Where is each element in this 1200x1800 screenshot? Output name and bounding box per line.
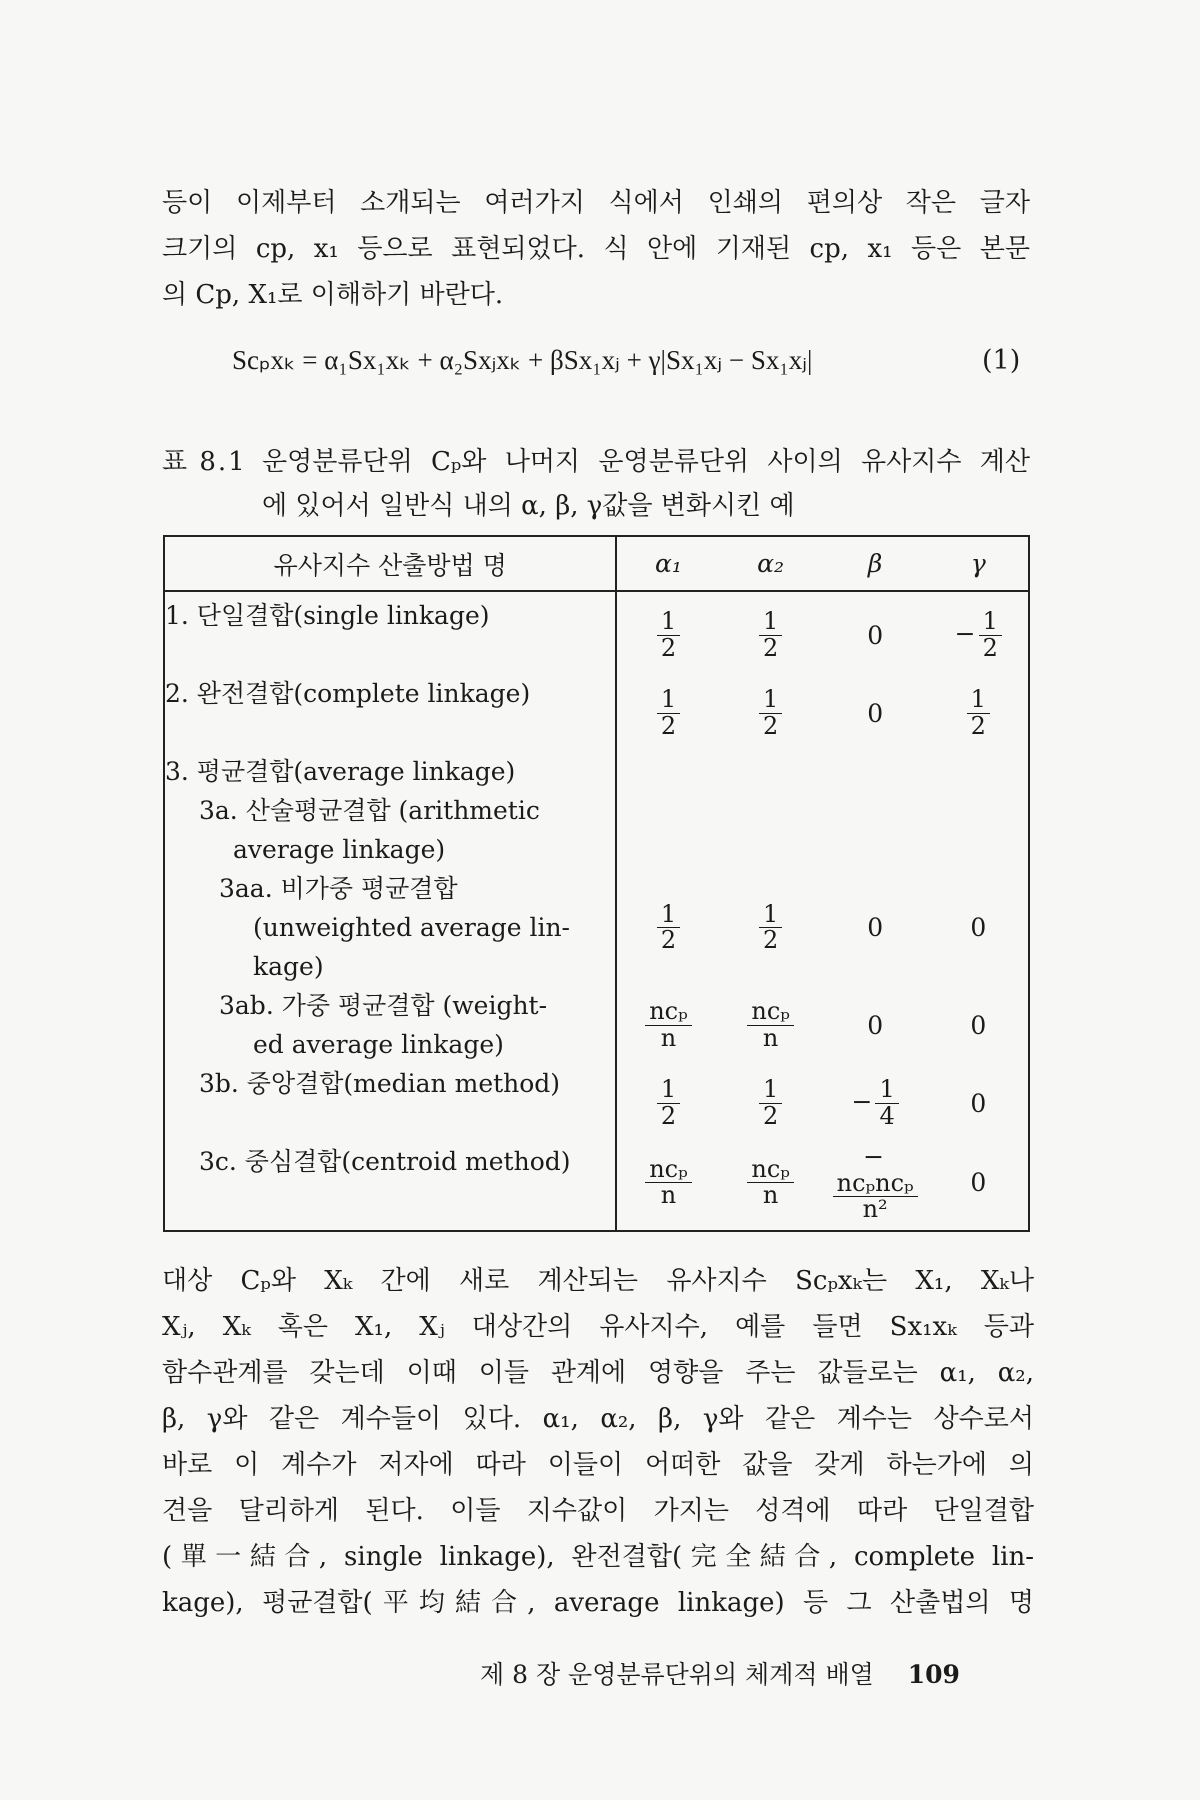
table-row (164, 869, 1029, 986)
gamma-cell: − $\frac{1}{2}$ (929, 591, 1029, 674)
header-gamma: γ (929, 536, 1029, 591)
beta-cell: − $\frac{1}{4}$ (822, 1064, 929, 1142)
table-header-row (164, 536, 1029, 591)
body-line: 견을 달리하게 된다. 이들 지수값이 가지는 성격에 따라 단일결합 (162, 1496, 1034, 1526)
caption-line-2: 에 있어서 일반식 내의 α, β, γ값을 변화시킨 예 (262, 491, 795, 521)
running-head: 제 8 장 운영분류단위의 체계적 배열 (480, 1660, 874, 1689)
equation-formula: Scₚxₖ = α₁Sx₁xₖ + α₂Sxⱼxₖ + βSx₁xⱼ + γ|Sx₁xⱼ − Sx₁xⱼ| (232, 345, 813, 375)
beta-cell: 0 (867, 913, 884, 942)
gamma-cell: 0 (970, 1167, 987, 1197)
intro-paragraph (162, 180, 1030, 318)
equation-number: (1) (982, 345, 1021, 376)
page-footer (480, 1655, 960, 1691)
alpha1-cell: $\frac{\text{ncₚ}}{n}$ (616, 986, 719, 1064)
body-line: Xⱼ, Xₖ 혹은 X₁, Xⱼ 대상간의 유사지수, 예를 들면 Sx₁xₖ 등과 (162, 1312, 1034, 1342)
method-unweighted-average: 3aa. 비가중 평균결합 (unweighted average lin- kage) (164, 869, 616, 986)
alpha1-cell: $\frac{\text{ncₚ}}{n}$ (616, 1142, 719, 1231)
header-method: 유사지수 산출방법 명 (164, 536, 616, 591)
alpha2-cell: $\frac{1}{2}$ (720, 591, 822, 674)
alpha2-cell: $\frac{\text{ncₚ}}{n}$ (720, 986, 822, 1064)
body-paragraph (162, 1258, 1034, 1626)
beta-cell: − $\frac{\text{ncₚncₚ}}{\text{n²}}$ (822, 1142, 929, 1231)
table-row (164, 674, 1029, 752)
beta-cell: 0 (867, 698, 884, 728)
method-centroid: 3c. 중심결합(centroid method) (164, 1142, 616, 1231)
coefficient-table (163, 535, 1030, 1232)
gamma-cell: $\frac{1}{2}$ (929, 674, 1029, 752)
body-line: β, γ와 같은 계수들이 있다. α₁, α₂, β, γ와 같은 계수는 상수로서 (162, 1404, 1034, 1434)
intro-line: 의 Cp, X₁로 이해하기 바란다. (162, 280, 504, 310)
method-average-linkage: 3. 평균결합(average linkage) (164, 752, 616, 791)
gamma-cell: 0 (970, 1010, 987, 1040)
alpha2-cell: $\frac{1}{2}$ (720, 869, 822, 986)
method-weighted-average: 3ab. 가중 평균결합 (weight- ed average linkage) (164, 986, 616, 1064)
body-line: kage), 평균결합(平均結合, average linkage) 등 그 산출법의 명 (162, 1588, 1034, 1618)
beta-cell: 0 (867, 620, 884, 650)
alpha1-cell: $\frac{1}{2}$ (616, 674, 719, 752)
body-line: 대상 Cₚ와 Xₖ 간에 새로 계산되는 유사지수 Scₚxₖ는 X₁, Xₖ나 (162, 1266, 1034, 1296)
body-line: 바로 이 계수가 저자에 따라 이들이 어떠한 값을 갖게 하는가에 의 (162, 1450, 1034, 1480)
method-median: 3b. 중앙결합(median method) (164, 1064, 616, 1142)
table-row (164, 591, 1029, 674)
alpha2-cell: $\frac{1}{2}$ (720, 1064, 822, 1142)
table-caption (162, 440, 1030, 528)
alpha1-cell: $\frac{1}{2}$ (616, 591, 719, 674)
table-number: 표 8.1 (162, 447, 247, 477)
table-row (164, 1064, 1029, 1142)
gamma-cell: 0 (970, 913, 987, 942)
table-row (164, 986, 1029, 1064)
alpha1-cell: $\frac{1}{2}$ (616, 1064, 719, 1142)
intro-line: 등이 이제부터 소개되는 여러가지 식에서 인쇄의 편의상 작은 글자 (162, 188, 1030, 218)
alpha1-cell: $\frac{1}{2}$ (616, 869, 719, 986)
body-line: 함수관계를 갖는데 이때 이들 관계에 영향을 주는 값들로는 α₁, α₂, (162, 1358, 1034, 1388)
method-arithmetic-average: 3a. 산술평균결합 (arithmetic average linkage) (164, 791, 616, 869)
method-complete-linkage: 2. 완전결합(complete linkage) (164, 674, 616, 752)
alpha2-cell: $\frac{1}{2}$ (720, 674, 822, 752)
header-beta: β (822, 536, 929, 591)
gamma-cell: 0 (970, 1088, 987, 1118)
alpha2-cell: $\frac{\text{ncₚ}}{n}$ (720, 1142, 822, 1231)
header-alpha1: α₁ (616, 536, 719, 591)
table-row (164, 791, 1029, 869)
method-single-linkage: 1. 단일결합(single linkage) (164, 591, 616, 674)
body-line: (單一結合, single linkage), 완전결합(完全結合, complete lin- (162, 1542, 1034, 1572)
equation-1 (0, 345, 1200, 393)
intro-line: 크기의 cp, x₁ 등으로 표현되었다. 식 안에 기재된 cp, x₁ 등은 본문 (162, 234, 1030, 264)
beta-cell: 0 (867, 1010, 884, 1040)
table-row (164, 1142, 1029, 1231)
page-number: 109 (907, 1660, 960, 1689)
table-row (164, 752, 1029, 791)
header-alpha2: α₂ (720, 536, 822, 591)
caption-line-1: 운영분류단위 Cₚ와 나머지 운영분류단위 사이의 유사지수 계산 (262, 447, 1030, 477)
